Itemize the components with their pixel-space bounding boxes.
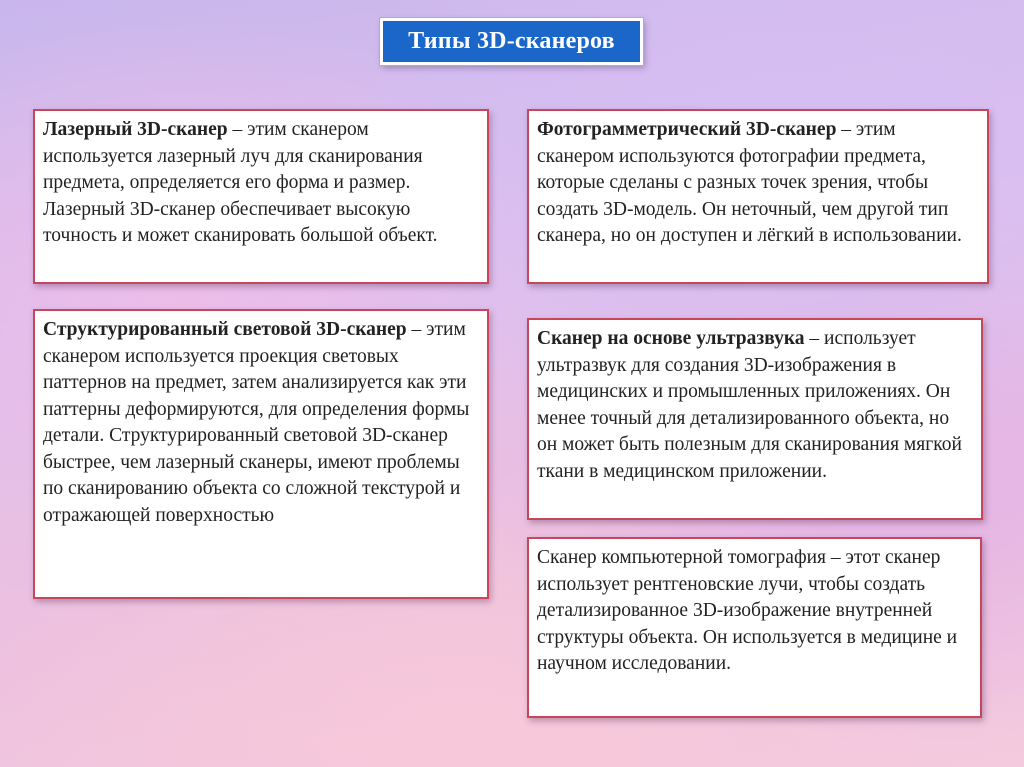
- laser-scanner-heading: Лазерный 3D-сканер: [43, 119, 228, 140]
- laser-scanner-card: [33, 109, 489, 284]
- structured-light-scanner-card: [33, 309, 489, 599]
- ultrasound-scanner-card: [527, 318, 983, 520]
- laser-scanner-text: – этим сканером используется лазерный луч для сканирования предмета, определяется его форма и размер. Лазерный 3D-сканер обеспечивает высокую точность и может сканировать большой объект.: [43, 119, 438, 246]
- ct-scanner-text: Сканер компьютерной томография – этот сканер использует рентгеновские лучи, чтобы создать детализированное 3D-изображение внутренней структуры объекта. Он используется в медицине и научном исследовании.: [537, 547, 958, 674]
- ultrasound-scanner-heading: Сканер на основе ультразвука: [537, 328, 805, 349]
- structured-light-scanner-text: – этим сканером используется проекция световых паттернов на предмет, затем анализируется как эти паттерны деформируются, для определения формы детали. Структурированный световой 3D-сканер быстрее, чем лазерный сканеры, имеют проблемы по сканированию объекта со сложной текстурой и отражающей поверхностью: [43, 319, 470, 526]
- ct-scanner-card: [527, 537, 982, 718]
- structured-light-scanner-heading: Структурированный световой 3D-сканер: [43, 319, 407, 340]
- photogrammetry-scanner-heading: Фотограмметрический 3D-сканер: [537, 119, 837, 140]
- ultrasound-scanner-text: – использует ультразвук для создания 3D-изображения в медицинских и промышленных приложениях. Он менее точный для детализированного объекта, но он может быть полезным для сканирования мягкой ткани в медицинском приложении.: [537, 328, 962, 482]
- photogrammetry-scanner-card: [527, 109, 989, 284]
- slide-title: Типы 3D-сканеров: [380, 18, 643, 65]
- photogrammetry-scanner-text: – этим сканером используются фотографии предмета, которые сделаны с разных точек зрения, чтобы создать 3D-модель. Он неточный, чем другой тип сканера, но он доступен и лёгкий в использовании.: [537, 119, 962, 246]
